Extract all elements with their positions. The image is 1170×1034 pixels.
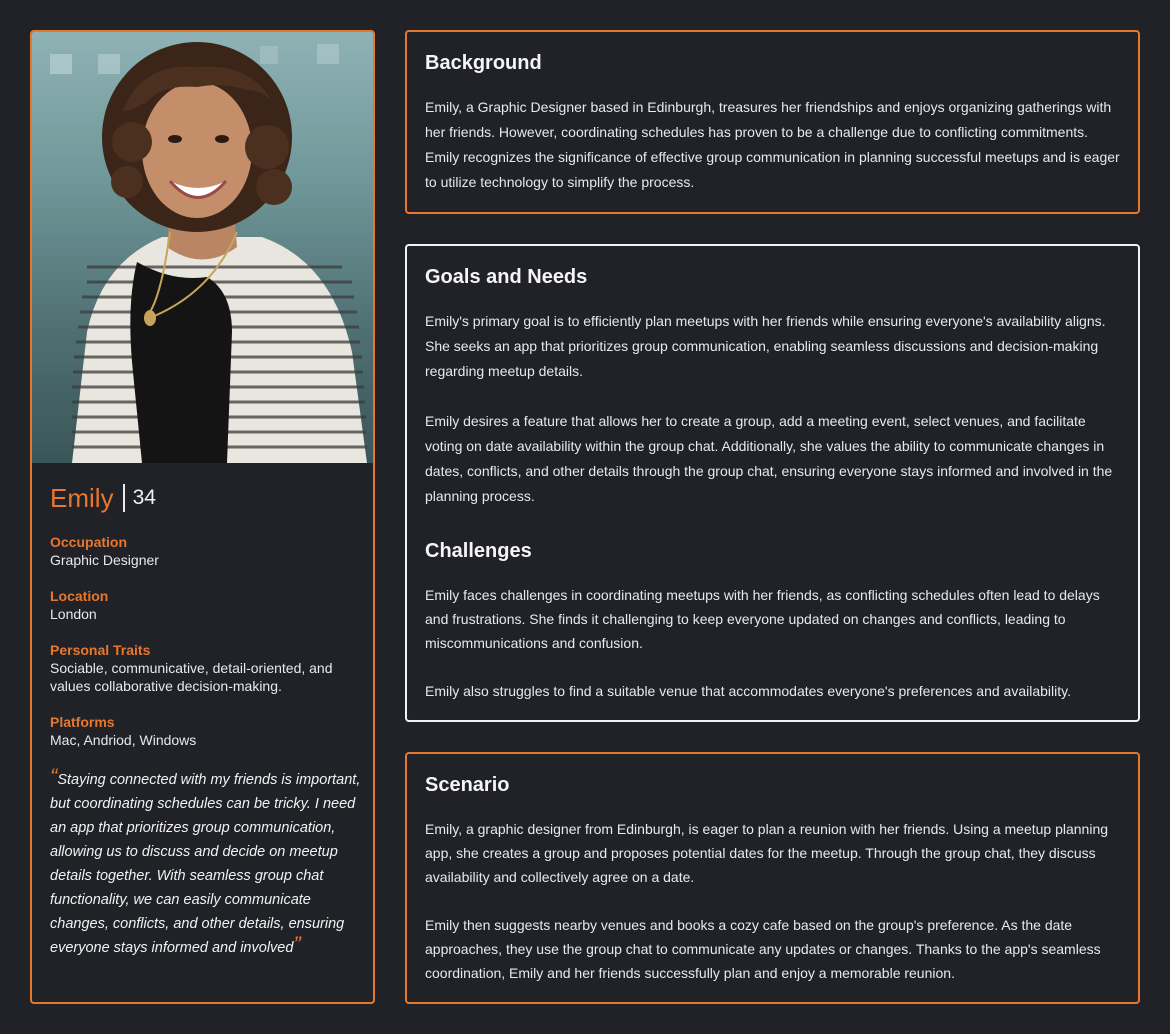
portrait-illustration xyxy=(32,32,373,463)
scenario-paragraph-2: Emily then suggests nearby venues and books a cozy cafe based on the group's preference. As the date approaches, they use the group chat to communicate any updates or changes. Thanks to the app's seamless coordination, Emily and her friends successfully plan and enjoy a memorable reunion. xyxy=(425,917,1101,981)
persona-photo xyxy=(32,32,373,463)
goals-paragraph-2: Emily desires a feature that allows her to create a group, add a meeting event, select venues, and facilitate voting on date availability within the group chat. Additionally, she values the ability to communicate changes in dates, conflicts, and other details through the group chat, ensuring everyone stays informed and involved in the planning process. xyxy=(425,413,1113,504)
field-occupation xyxy=(50,533,360,569)
background-title: Background xyxy=(425,52,542,74)
scenario-card xyxy=(405,752,1140,1004)
challenges-paragraph-2: Emily also struggles to find a suitable venue that accommodates everyone's preferences and availability. xyxy=(425,683,1071,699)
goals-challenges-card xyxy=(405,244,1140,722)
persona-name-row xyxy=(50,482,156,514)
field-value: London xyxy=(50,606,97,622)
goals-title: Goals and Needs xyxy=(425,266,588,288)
field-label: Platforms xyxy=(50,714,115,730)
goals-paragraph-1: Emily's primary goal is to efficiently plan meetups with her friends while ensuring everyone's availability aligns. She seeks an app that prioritizes group communication, enabling seamless discussions and decision-making regarding meetup details. xyxy=(425,313,1106,379)
background-text: Emily, a Graphic Designer based in Edinburgh, treasures her friendships and enjoys organizing gatherings with her friends. However, coordinating schedules has proven to be a challenge due to conflicting commitments. Emily recognizes the significance of effective group communication in planning successful meetups and is eager to utilize technology to simplify the process. xyxy=(425,99,1120,190)
scenario-title: Scenario xyxy=(425,774,510,796)
scenario-paragraph-1: Emily, a graphic designer from Edinburgh, is eager to plan a reunion with her friends. Using a meetup planning app, she creates a group and proposes potential dates for the meetup. Through the group chat, they discuss availability and collectively agree on a date. xyxy=(425,821,1109,885)
challenges-paragraph-1: Emily faces challenges in coordinating meetups with her friends, as conflicting schedules often lead to delays and frustrations. She finds it challenging to keep everyone updated on changes and conflicts, leading to miscommunications and confusion. xyxy=(425,587,1100,651)
quote-close-mark: ” xyxy=(293,932,301,957)
challenges-title: Challenges xyxy=(425,540,532,562)
background-card xyxy=(405,30,1140,214)
name-age-divider xyxy=(123,484,125,512)
field-platforms xyxy=(50,713,360,749)
field-label: Occupation xyxy=(50,534,128,550)
persona-age: 34 xyxy=(132,486,156,509)
field-value: Mac, Andriod, Windows xyxy=(50,732,197,748)
quote-open-mark: “ xyxy=(50,764,58,789)
field-label: Location xyxy=(50,588,109,604)
field-location xyxy=(50,587,360,623)
persona-card xyxy=(30,30,375,1004)
persona-name: Emily xyxy=(50,483,114,513)
persona-quote xyxy=(50,764,364,960)
field-value: Graphic Designer xyxy=(50,552,159,568)
field-value: Sociable, communicative, detail-oriented, and values collaborative decision-making. xyxy=(50,660,333,694)
quote-text: Staying connected with my friends is important, but coordinating schedules can be tricky. I need an app that prioritizes group communication, allowing us to discuss and decide on meetup details together. With seamless group chat functionality, we can easily communicate changes, conflicts, and other details, ensuring everyone stays informed and involved xyxy=(50,772,361,956)
field-personal-traits xyxy=(50,641,340,695)
field-label: Personal Traits xyxy=(50,642,151,658)
